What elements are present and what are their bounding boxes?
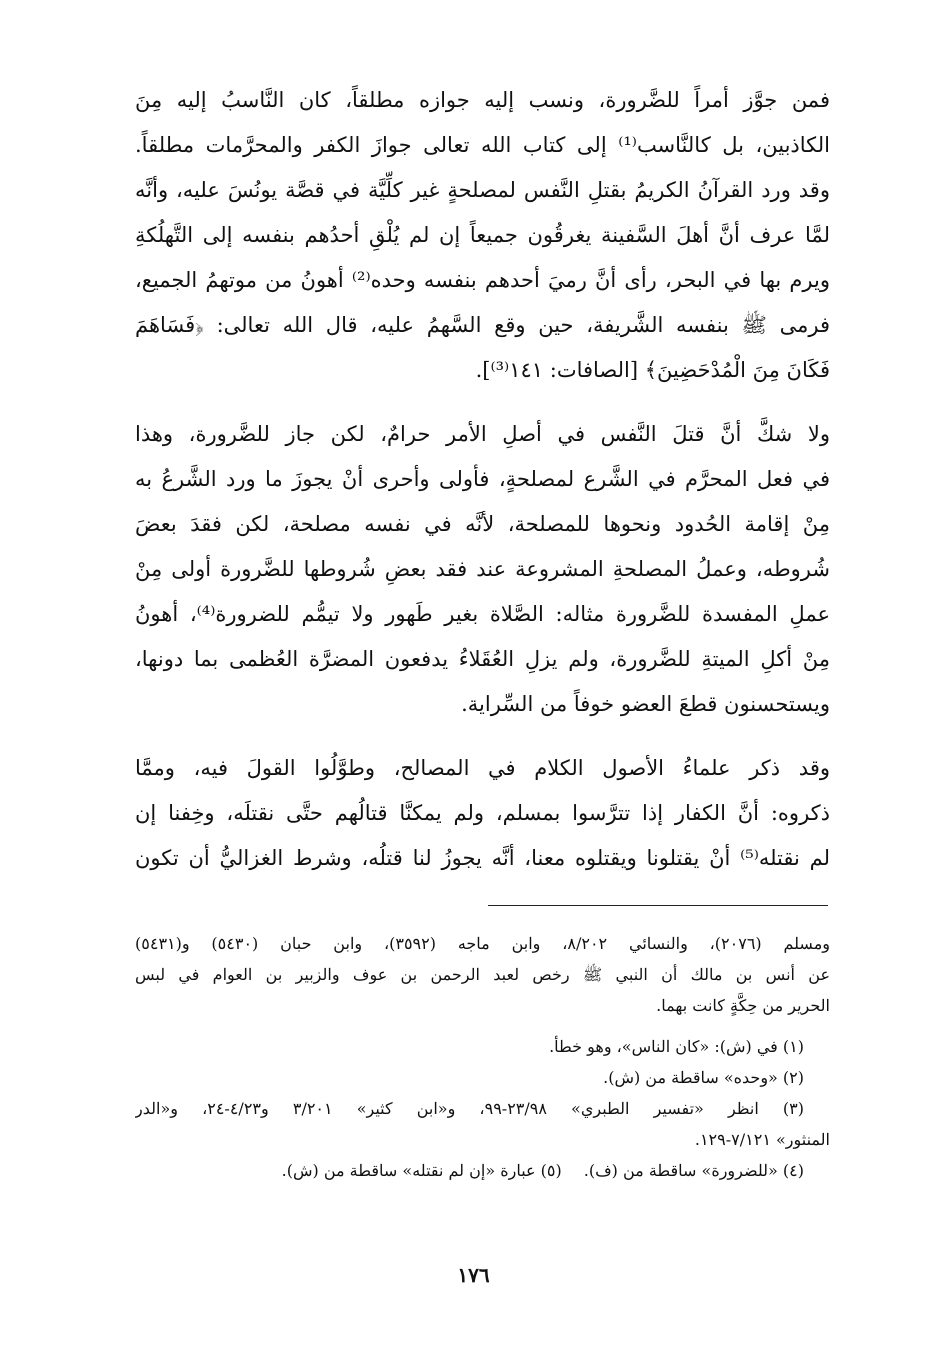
text-line: وقد ورد القرآنُ الكريمُ بقتلِ النَّفس لمصلحةٍ غير كلِّيَّة في قصَّة يونُسَ عليه، وأنَّه	[135, 178, 830, 202]
paragraph-spacer	[135, 727, 830, 746]
footnote-2: (٢) «وحده» ساقطة من (ش).	[603, 1068, 804, 1087]
text-line: الكاذبين، بل كالنَّاسب⁽¹⁾ إلى كتاب الله تعالى جوازَ الكفر والمحرَّمات مطلقاً.	[135, 133, 830, 157]
footnote-4: (٤) «للضرورة» ساقطة من (ف).	[583, 1161, 804, 1180]
text-line: فمن جوَّز أمراً للضَّرورة، ونسب إليه جوازه مطلقاً، كان النَّاسبُ إليه مِنَ	[135, 88, 830, 112]
footnote-line: الحرير من حِكَّةٍ كانت بهما.	[656, 996, 830, 1015]
text-line: وقد ذكر علماءُ الأصول الكلام في المصالح، وطوَّلُوا القولَ فيه، وممَّا	[135, 756, 830, 780]
footnote-line: المنثور» ٧/١٢١-١٢٩.	[694, 1130, 830, 1149]
paragraph-1	[135, 78, 830, 393]
page-number: ١٧٦	[457, 1263, 490, 1287]
text-line: ويرم بها في البحر، رأى أنَّ رميَ أحدهم بنفسه وحده⁽²⁾ أهونُ من موتهمُ الجميع،	[135, 268, 830, 292]
footnote-line: عن أنس بن مالك أن النبي ﷺ رخص لعبد الرحمن بن عوف والزبير بن العوام في لبس	[135, 965, 830, 984]
text-line: ذكروه: أنَّ الكفار إذا تترَّسوا بمسلم، ولم يمكنَّا قتالُهم حتَّى نقتلَه، وخِفنا إن	[135, 801, 830, 825]
text-line: فَكَانَ مِنَ الْمُدْحَضِينَ﴾ [الصافات: ١٤١⁽³⁾].	[475, 358, 830, 382]
text-line: ويستحسنون قطعَ العضو خوفاً من السِّراية.	[461, 692, 830, 716]
main-text	[135, 78, 830, 881]
footnote-continuation	[135, 928, 830, 1021]
paragraph-2	[135, 412, 830, 727]
text-line: في فعل المحرَّم في الشَّرع لمصلحةٍ، فأولى وأحرى أنْ يجوزَ ما ورد الشَّرعُ به	[135, 467, 830, 491]
footnotes	[135, 928, 830, 1186]
paragraph-spacer	[135, 393, 830, 412]
text-line: عملِ المفسدة للضَّرورة مثاله: الصَّلاة بغير طَهور ولا تيمُّم للضرورة⁽⁴⁾، أهونُ	[135, 602, 830, 626]
text-line: شُروطه، وعملُ المصلحةِ المشروعة عند فقد بعضِ شُروطها للضَّرورة أولى مِنْ	[135, 557, 830, 581]
footnote-5: (٥) عبارة «إن لم نقتله» ساقطة من (ش).	[281, 1161, 562, 1180]
footnote-3	[135, 1093, 830, 1155]
text-line: لمَّا عرف أنَّ أهلَ السَّفينة يغرقُون جميعاً إن لم يُلْقِ أحدُهم بنفسه إلى التَّهلُكةِ	[135, 223, 830, 247]
footnote-line: ومسلم (٢٠٧٦)، والنسائي ٨/٢٠٢، وابن ماجه (٣٥٩٢)، وابن حبان (٥٤٣٠) و(٥٤٣١)	[135, 934, 830, 953]
footnote-1: (١) في (ش): «كان الناس»، وهو خطأ.	[549, 1037, 804, 1056]
text-line: فرمى ﷺ بنفسه الشَّريفة، حين وقع السَّهمُ عليه، قال الله تعالى: ﴿فَسَاهَمَ	[135, 313, 830, 337]
text-line: لم نقتله⁽⁵⁾ أنْ يقتلونا ويقتلوه معنا، أنَّه يجوزُ لنا قتلُه، وشرط الغزاليُّ أن تكون	[135, 846, 830, 870]
text-line: ولا شكَّ أنَّ قتلَ النَّفس في أصلِ الأمر حرامٌ، لكن جاز للضَّرورة، وهذا	[135, 422, 830, 446]
footnote-line: (٣) انظر «تفسير الطبري» ٢٣/٩٨-٩٩، و«ابن كثير» ٣/٢٠١ و٤/٢٣-٢٤، و«الدر	[135, 1099, 805, 1118]
text-line: مِنْ أكلِ الميتةِ للضَّرورة، ولم يزلِ العُقَلاءُ يدفعون المضرَّة العُظمى بما دونها،	[135, 647, 830, 671]
footnote-row-4-5	[135, 1155, 830, 1186]
text-line: مِنْ إقامة الحُدود ونحوها للمصلحة، لأنَّه في نفسه مصلحة، لكن فقدَ بعضَ	[135, 512, 830, 536]
paragraph-3	[135, 746, 830, 881]
footnote-spacer	[135, 1021, 830, 1031]
footnote-divider	[488, 905, 828, 906]
